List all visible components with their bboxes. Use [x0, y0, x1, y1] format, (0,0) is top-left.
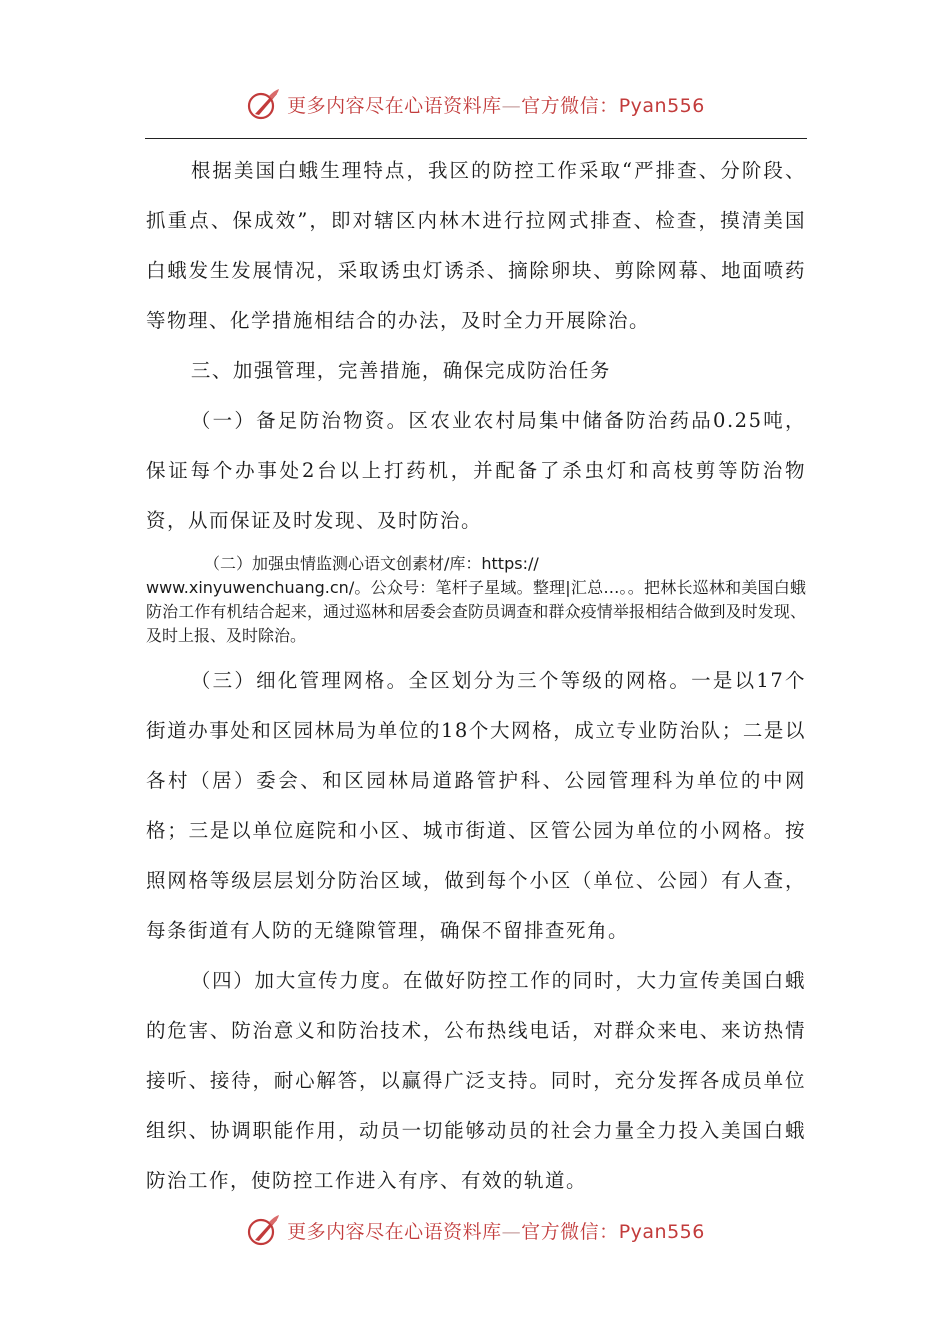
header-banner-sep: — [501, 94, 522, 117]
footer-banner-text [287, 1217, 705, 1244]
note-lead: （二）加强虫情监测心语文创素材/库：https:// [204, 554, 539, 573]
footer-banner-wechat: Pyan556 [618, 1220, 705, 1243]
footer-banner-official: 官方微信： [521, 1220, 619, 1243]
header-banner-text [287, 91, 705, 118]
note-rest: www.xinyuwenchuang.cn/。公众号：笔杆子星域。整理|汇总…。。把林长巡林和美国白蛾防治工作有机结合起来，通过巡林和居委会查防员调查和群众疫情举报相结合做到及时发现、及时上报、及时除治。 [146, 578, 806, 645]
quill-logo-icon [245, 86, 281, 122]
paragraph-control-approach: 根据美国白蛾生理特点，我区的防控工作采取“严排查、分阶段、抓重点、保成效”，即对辖区内林木进行拉网式排查、检查，摸清美国白蛾发生发展情况，采取诱虫灯诱杀、摘除卵块、剪除网幕、地面喷药等物理、化学措施相结合的办法，及时全力开展除治。 [146, 159, 806, 332]
header-banner-content [245, 86, 705, 122]
paragraph-supplies: （一）备足防治物资。区农业农村局集中储备防治药品0.25吨，保证每个办事处2台以上打药机，并配备了杀虫灯和高枝剪等防治物资，从而保证及时发现、及时防治。 [146, 409, 806, 532]
header-rule [145, 138, 807, 139]
paragraph-publicity: （四）加大宣传力度。在做好防控工作的同时，大力宣传美国白蛾的危害、防治意义和防治技术，公布热线电话，对群众来电、来访热情接听、接待，耐心解答，以赢得广泛支持。同时，充分发挥各成员单位组织、协调职能作用，动员一切能够动员的社会力量全力投入美国白蛾防治工作，使防控工作进入有序、有效的轨道。 [146, 969, 806, 1192]
section-heading-three: 三、加强管理，完善措施，确保完成防治任务 [190, 359, 611, 382]
footer-banner-main: 更多内容尽在心语资料库 [287, 1220, 502, 1243]
paragraph-grid-management: （三）细化管理网格。全区划分为三个等级的网格。一是以17个街道办事处和区园林局为单位的18个大网格，成立专业防治队；二是以各村（居）委会、和区园林局道路管护科、公园管理科为单位的中网格；三是以单位庭院和小区、城市街道、区管公园为单位的小网格。按照网格等级层层划分防治区域，做到每个小区（单位、公园）有人查，每条街道有人防的无缝隙管理，确保不留排查死角。 [146, 669, 806, 942]
header-banner-main: 更多内容尽在心语资料库 [287, 94, 502, 117]
paragraph-monitoring-note [146, 552, 806, 648]
footer-banner-sep: — [501, 1220, 522, 1243]
header-banner-official: 官方微信： [521, 94, 619, 117]
quill-logo-icon [245, 1212, 281, 1248]
footer-banner [0, 1208, 950, 1252]
header-banner-wechat: Pyan556 [618, 94, 705, 117]
header-banner [0, 82, 950, 126]
footer-banner-content [245, 1212, 705, 1248]
document-body [146, 146, 806, 1206]
